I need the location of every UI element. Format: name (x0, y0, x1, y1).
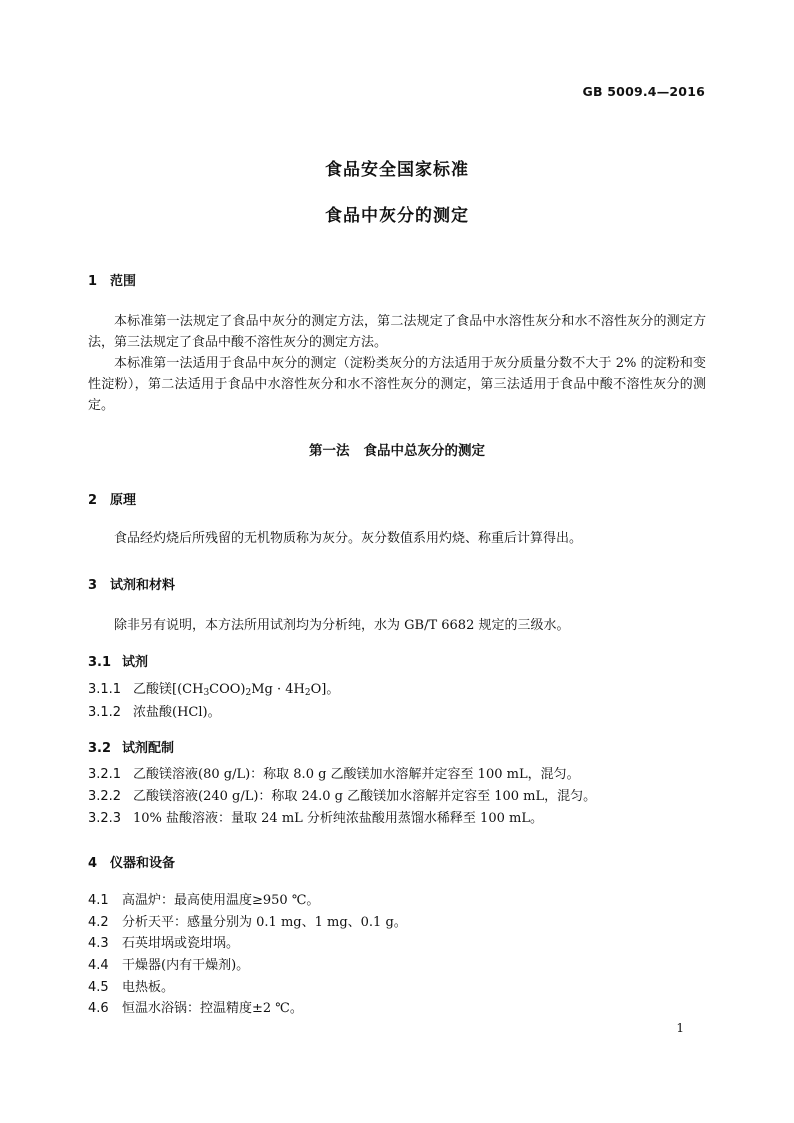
method-title: 食品中总灰分的测定 (363, 443, 485, 459)
item-text-part: O]。 (310, 682, 340, 697)
list-item (88, 810, 543, 828)
item-text: 干燥器(内有干燥剂)。 (122, 958, 250, 973)
item-number: 3.2.1 (88, 767, 122, 782)
item-number: 4.3 (88, 936, 109, 951)
item-number: 4.5 (88, 980, 109, 995)
item-text: 10% 盐酸溶液：量取 24 mL 分析纯浓盐酸用蒸馏水稀释至 100 mL。 (133, 811, 543, 826)
item-number: 3.2.3 (88, 811, 122, 826)
principle-paragraph: 食品经灼烧后所残留的无机物质称为灰分。灰分数值系用灼烧、称重后计算得出。 (114, 531, 583, 546)
section-number: 3 (88, 578, 98, 593)
item-number: 4.2 (88, 915, 109, 930)
item-text: 乙酸镁溶液(80 g/L)：称取 8.0 g 乙酸镁加水溶解并定容至 100 mL，混匀。 (133, 767, 580, 782)
document-number: GB 5009.4—2016 (582, 84, 705, 99)
subscript: 3 (203, 688, 210, 698)
section-title: 原理 (110, 493, 137, 508)
subsection-number: 3.1 (88, 655, 112, 670)
subsection-title: 试剂配制 (122, 741, 175, 756)
subsection-title: 试剂 (122, 655, 149, 670)
item-text: 高温炉：最高使用温度≥950 ℃。 (122, 893, 320, 908)
list-item (88, 1000, 303, 1018)
section-number: 2 (88, 493, 98, 508)
item-text-part: COO) (209, 682, 246, 697)
item-number: 3.1.2 (88, 705, 122, 720)
list-item (88, 704, 221, 722)
list-item (88, 957, 249, 975)
subsection-heading-reagent-preparation (88, 737, 174, 756)
item-number: 4.1 (88, 893, 109, 908)
section-title: 范围 (110, 274, 137, 289)
list-item (88, 914, 407, 932)
page-number: 1 (676, 1021, 684, 1035)
item-number: 4.6 (88, 1001, 109, 1016)
item-text-part: 乙酸镁[(CH (133, 682, 204, 697)
list-item (88, 892, 319, 910)
section-heading-apparatus (88, 852, 175, 871)
section-number: 1 (88, 274, 98, 289)
method-label: 第一法 (309, 443, 350, 459)
section-title: 仪器和设备 (110, 856, 176, 871)
item-text-part: Mg · 4H (251, 682, 305, 697)
section-heading-principle (88, 489, 136, 508)
subsection-number: 3.2 (88, 741, 112, 756)
scope-paragraph-2: 本标准第一法适用于食品中灰分的测定（淀粉类灰分的方法适用于灰分质量分数不大于 2% 的淀粉和变性淀粉），第二法适用于食品中水溶性灰分和水不溶性灰分的测定，第三法适用于食品中酸不溶性灰分的测定。 (88, 356, 706, 413)
subscript: 2 (245, 688, 252, 698)
list-item (88, 935, 239, 953)
subsection-heading-reagents (88, 651, 148, 670)
item-text: 乙酸镁溶液(240 g/L)：称取 24.0 g 乙酸镁加水溶解并定容至 100 mL，混匀。 (133, 789, 597, 804)
reagents-paragraph: 除非另有说明，本方法所用试剂均为分析纯，水为 GB/T 6682 规定的三级水。 (114, 618, 570, 633)
document-title-line1: 食品安全国家标准 (325, 160, 469, 180)
section-heading-scope (88, 270, 136, 289)
section-title: 试剂和材料 (110, 578, 176, 593)
list-item (88, 788, 596, 806)
item-text: 分析天平：感量分别为 0.1 mg、1 mg、0.1 g。 (122, 915, 407, 930)
item-text: 浓盐酸(HCl)。 (133, 705, 221, 720)
list-item (88, 979, 174, 997)
item-text: 恒温水浴锅：控温精度±2 ℃。 (122, 1001, 303, 1016)
item-text: 电热板。 (122, 980, 175, 995)
list-item (88, 681, 339, 702)
item-number: 4.4 (88, 958, 109, 973)
subscript: 2 (304, 688, 311, 698)
item-number: 3.1.1 (88, 682, 122, 697)
section-heading-reagents (88, 574, 175, 593)
method-heading (0, 439, 794, 459)
item-text: 石英坩埚或瓷坩埚。 (122, 936, 240, 951)
list-item (88, 766, 580, 784)
item-number: 3.2.2 (88, 789, 122, 804)
section-number: 4 (88, 856, 98, 871)
document-title-line2: 食品中灰分的测定 (325, 206, 469, 226)
scope-paragraph-1: 本标准第一法规定了食品中灰分的测定方法，第二法规定了食品中水溶性灰分和水不溶性灰分的测定方法，第三法规定了食品中酸不溶性灰分的测定方法。 (88, 314, 706, 350)
